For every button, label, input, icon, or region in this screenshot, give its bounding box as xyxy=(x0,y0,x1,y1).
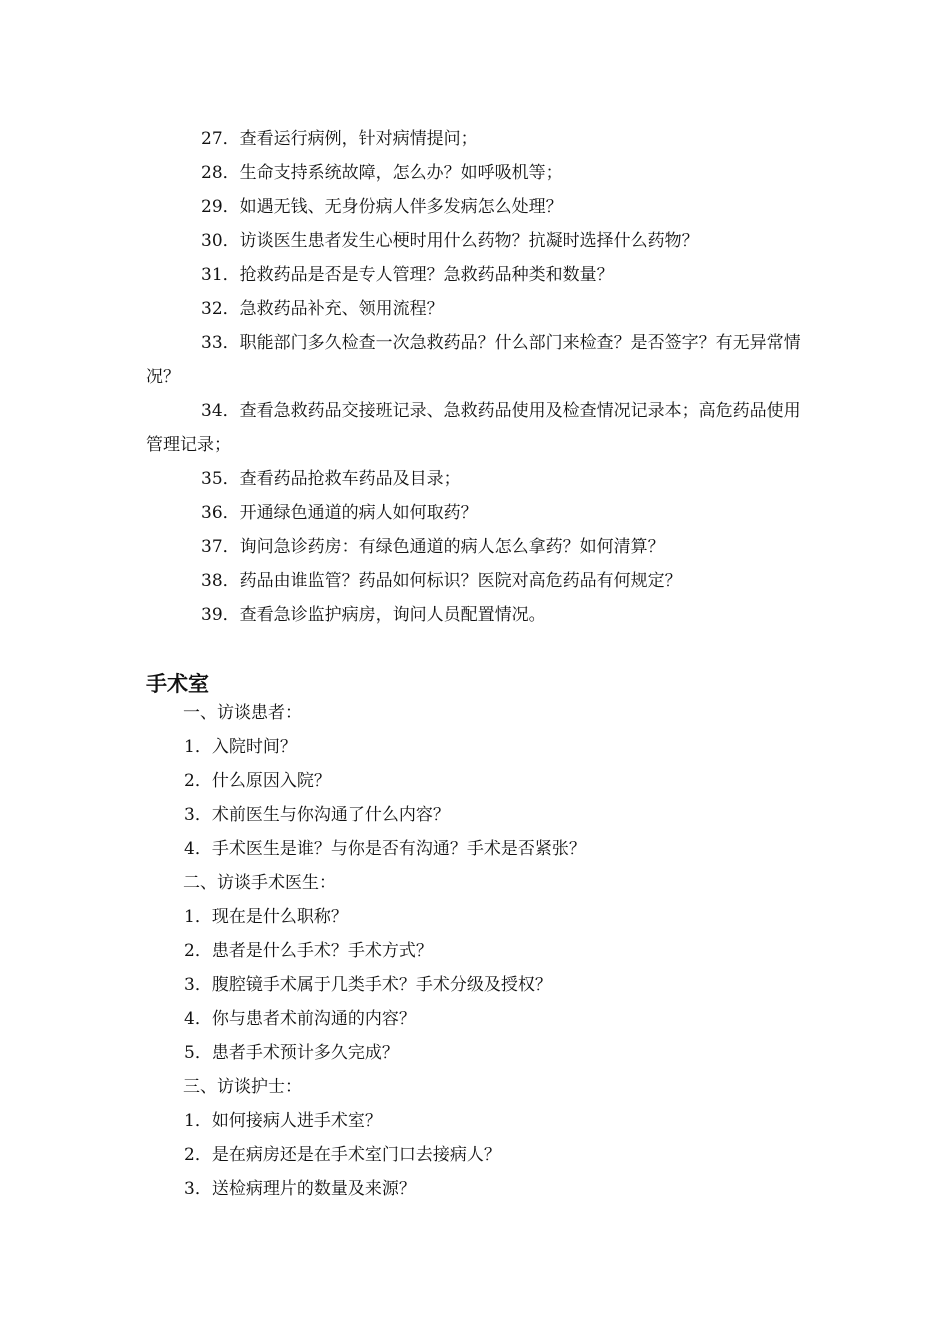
list-item: 36．开通绿色通道的病人如何取药？ xyxy=(201,503,478,523)
list-item: 32．急救药品补充、领用流程？ xyxy=(201,299,444,319)
list-item: 38．药品由谁监管？药品如何标识？医院对高危药品有何规定？ xyxy=(201,571,682,591)
list-item: 28．生命支持系统故障，怎么办？如呼吸机等； xyxy=(201,163,563,183)
list-item: 33．职能部门多久检查一次急救药品？什么部门来检查？是否签字？有无异常情况？ xyxy=(146,333,801,387)
list-item: 34．查看急救药品交接班记录、急救药品使用及检查情况记录本；高危药品使用管理记录； xyxy=(146,401,801,455)
list-item: 29．如遇无钱、无身份病人伴多发病怎么处理？ xyxy=(201,197,563,217)
list-item: 2．是在病房还是在手术室门口去接病人？ xyxy=(184,1145,501,1165)
group-heading: 二、访谈手术医生： xyxy=(183,873,336,893)
group-heading: 三、访谈护士： xyxy=(183,1077,302,1097)
section-title-operating-room: 手术室 xyxy=(146,672,209,696)
list-item: 4．手术医生是谁？与你是否有沟通？手术是否紧张？ xyxy=(184,839,586,859)
list-item: 37．询问急诊药房：有绿色通道的病人怎么拿药？如何清算？ xyxy=(201,537,665,557)
list-item: 3．腹腔镜手术属于几类手术？手术分级及授权？ xyxy=(184,975,552,995)
list-item: 31．抢救药品是否是专人管理？急救药品种类和数量？ xyxy=(201,265,614,285)
list-item: 35．查看药品抢救车药品及目录； xyxy=(201,469,461,489)
list-item: 1．入院时间？ xyxy=(184,737,297,757)
list-item: 27．查看运行病例，针对病情提问； xyxy=(201,129,478,149)
emergency-question-list xyxy=(0,122,950,632)
list-item: 5．患者手术预计多久完成？ xyxy=(184,1043,399,1063)
list-item: 4．你与患者术前沟通的内容？ xyxy=(184,1009,416,1029)
list-item: 39．查看急诊监护病房，询问人员配置情况。 xyxy=(201,605,546,625)
list-item: 30．访谈医生患者发生心梗时用什么药物？抗凝时选择什么药物？ xyxy=(201,231,699,251)
list-item: 3．送检病理片的数量及来源？ xyxy=(184,1179,416,1199)
list-item: 1．如何接病人进手术室？ xyxy=(184,1111,382,1131)
group-heading: 一、访谈患者： xyxy=(183,703,302,723)
list-item: 3．术前医生与你沟通了什么内容？ xyxy=(184,805,450,825)
operating-room-question-list xyxy=(0,696,950,1206)
list-item: 2．什么原因入院？ xyxy=(184,771,331,791)
list-item: 1．现在是什么职称？ xyxy=(184,907,348,927)
list-item: 2．患者是什么手术？手术方式？ xyxy=(184,941,433,961)
